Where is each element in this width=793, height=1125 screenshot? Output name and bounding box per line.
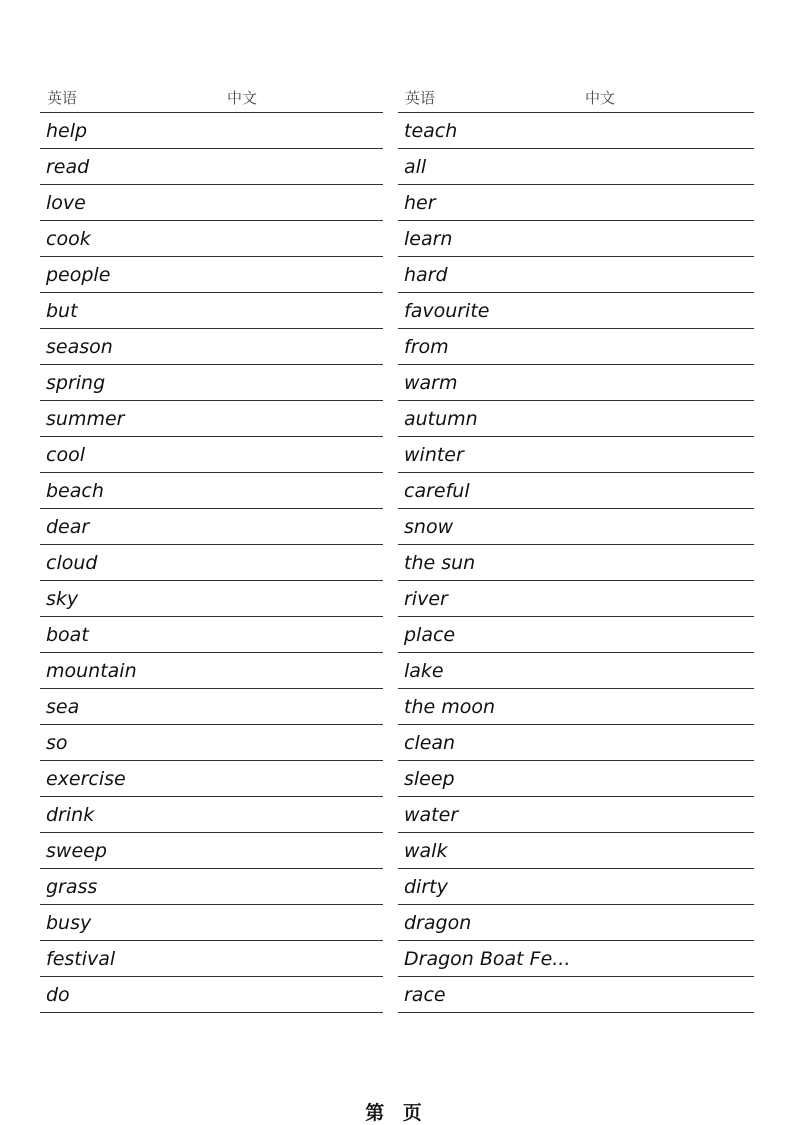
english-word: warm (404, 371, 458, 394)
english-word: Dragon Boat Fe... (404, 947, 571, 970)
english-word: favourite (404, 299, 490, 322)
vocab-row (40, 149, 383, 185)
vocab-row (40, 437, 383, 473)
vocab-row (40, 797, 383, 833)
vocab-row (398, 329, 754, 365)
english-word: clean (404, 731, 456, 754)
english-word: dirty (404, 875, 448, 898)
english-word: read (46, 155, 90, 178)
vocab-row (398, 761, 754, 797)
vocab-row (40, 509, 383, 545)
vocab-column-left (40, 84, 383, 1013)
english-word: river (404, 587, 448, 610)
vocab-row (398, 545, 754, 581)
english-word: sky (46, 587, 79, 610)
vocab-row (398, 905, 754, 941)
english-word: lake (404, 659, 444, 682)
vocab-row (398, 653, 754, 689)
vocab-row (40, 581, 383, 617)
vocab-row (398, 221, 754, 257)
header-english: 英语 (47, 89, 78, 107)
column-header (40, 84, 383, 113)
english-word: busy (46, 911, 92, 934)
vocab-row (40, 113, 383, 149)
vocab-row (398, 509, 754, 545)
english-word: festival (46, 947, 116, 970)
vocab-row (398, 869, 754, 905)
vocab-row (398, 977, 754, 1013)
column-header (398, 84, 754, 113)
english-word: hard (404, 263, 448, 286)
word-list (40, 113, 383, 1013)
english-word: so (46, 731, 68, 754)
vocab-row (398, 617, 754, 653)
vocab-row (398, 473, 754, 509)
vocab-row (40, 761, 383, 797)
english-word: place (404, 623, 456, 646)
english-word: love (46, 191, 86, 214)
english-word: cool (46, 443, 85, 466)
vocab-row (40, 941, 383, 977)
vocab-row (398, 365, 754, 401)
english-word: sea (46, 695, 80, 718)
english-word: grass (46, 875, 98, 898)
vocab-row (40, 365, 383, 401)
english-word: walk (404, 839, 448, 862)
english-word: sleep (404, 767, 455, 790)
english-word: snow (404, 515, 454, 538)
english-word: careful (404, 479, 470, 502)
english-word: water (404, 803, 459, 826)
english-word: boat (46, 623, 89, 646)
vocab-row (40, 725, 383, 761)
vocab-row (40, 545, 383, 581)
english-word: mountain (46, 659, 137, 682)
english-word: dragon (404, 911, 472, 934)
vocab-row (398, 401, 754, 437)
vocab-row (40, 869, 383, 905)
vocab-row (40, 401, 383, 437)
english-word: dear (46, 515, 90, 538)
vocab-row (398, 581, 754, 617)
english-word: from (404, 335, 449, 358)
vocab-column-right (398, 84, 754, 1013)
vocab-row (398, 833, 754, 869)
page-number-footer: 第 页 (365, 1102, 428, 1124)
english-word: drink (46, 803, 95, 826)
english-word: beach (46, 479, 104, 502)
header-chinese: 中文 (227, 89, 258, 107)
english-word: but (46, 299, 78, 322)
header-english: 英语 (405, 89, 436, 107)
english-word: learn (404, 227, 453, 250)
english-word: season (46, 335, 113, 358)
vocab-row (40, 977, 383, 1013)
english-word: people (46, 263, 111, 286)
english-word: teach (404, 119, 458, 142)
english-word: help (46, 119, 88, 142)
english-word: the sun (404, 551, 476, 574)
english-word: summer (46, 407, 125, 430)
vocab-row (398, 257, 754, 293)
vocab-row (40, 617, 383, 653)
vocab-row (398, 149, 754, 185)
english-word: exercise (46, 767, 126, 790)
vocab-row (398, 689, 754, 725)
vocab-row (40, 329, 383, 365)
english-word: cook (46, 227, 91, 250)
vocab-row (40, 833, 383, 869)
english-word: spring (46, 371, 106, 394)
vocab-row (40, 257, 383, 293)
english-word: her (404, 191, 436, 214)
vocab-row (398, 113, 754, 149)
english-word: do (46, 983, 70, 1006)
english-word: all (404, 155, 427, 178)
english-word: winter (404, 443, 464, 466)
english-word: autumn (404, 407, 478, 430)
vocab-row (398, 797, 754, 833)
vocab-row (40, 293, 383, 329)
vocab-row (40, 653, 383, 689)
word-list (398, 113, 754, 1013)
english-word: cloud (46, 551, 98, 574)
vocab-row (398, 293, 754, 329)
vocab-row (398, 941, 754, 977)
vocab-row (40, 905, 383, 941)
vocab-row (40, 473, 383, 509)
vocab-row (40, 689, 383, 725)
vocab-row (40, 185, 383, 221)
english-word: the moon (404, 695, 496, 718)
vocab-row (40, 221, 383, 257)
vocab-row (398, 437, 754, 473)
english-word: race (404, 983, 446, 1006)
header-chinese: 中文 (585, 89, 616, 107)
vocab-row (398, 185, 754, 221)
vocab-row (398, 725, 754, 761)
english-word: sweep (46, 839, 107, 862)
